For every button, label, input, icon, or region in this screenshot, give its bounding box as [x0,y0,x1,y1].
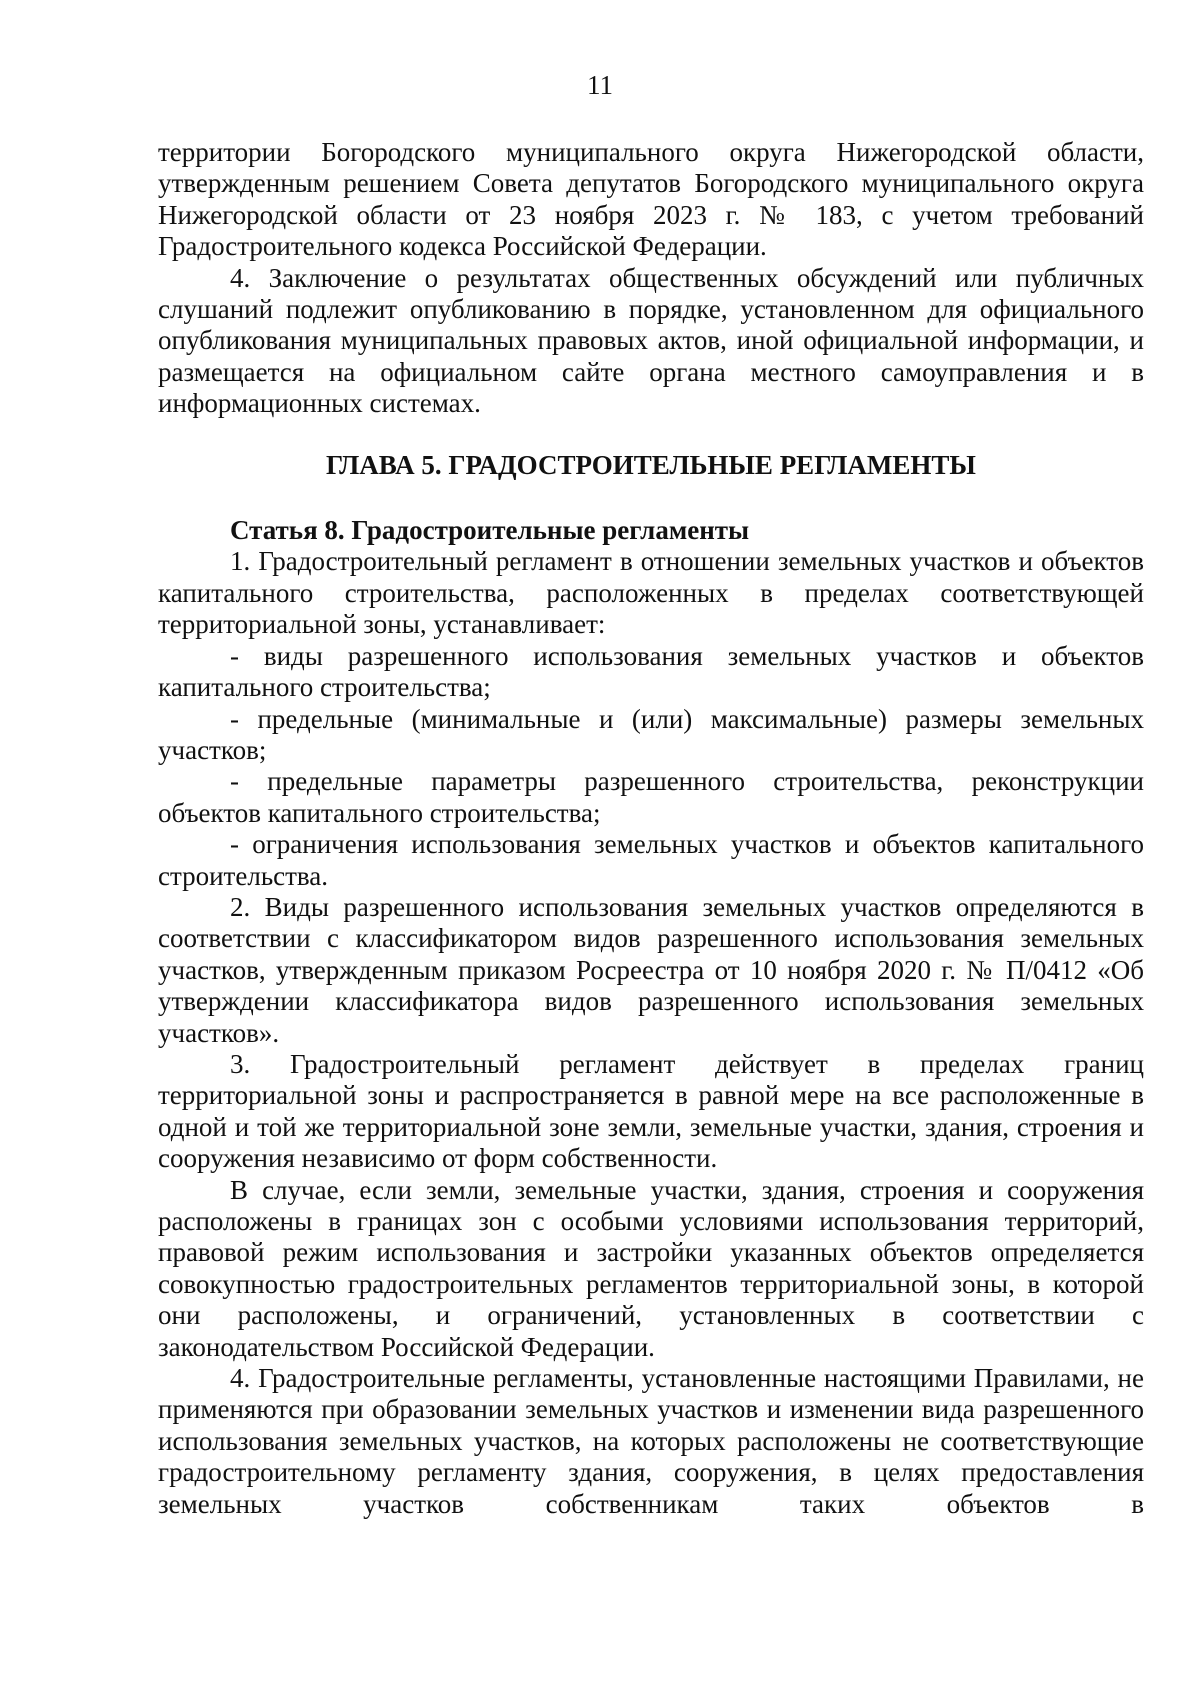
page-content [158,137,1144,1520]
intro-paragraph: территории Богородского муниципального округа Нижегородской области, утвержденным решением Совета депутатов Богородского муниципального округа Нижегородской области от 23 ноября 2023 г. № 183, с учетом требований Градостроительного кодекса Российской Федерации. [158,137,1144,262]
article-paragraph-3: 3. Градостроительный регламент действует в пределах границ территориальной зоны и распространяется в равной мере на все расположенные в одной и той же территориальной зоне земли, земельные участки, здания, строения и сооружения независимо от форм собственности. [158,1048,1144,1174]
list-item: - предельные параметры разрешенного строительства, реконструкции объектов капитального строительства; [158,766,1144,828]
paragraph-4-conclusion: 4. Заключение о результатах общественных обсуждений или публичных слушаний подлежит опубликованию в порядке, установленном для официального опубликования муниципальных правовых актов, иной официальной информации, и размещается на официальном сайте органа местного самоуправления и в информационных системах. [158,262,1144,419]
list-item: - виды разрешенного использования земельных участков и объектов капитального строительства; [158,640,1144,703]
page-number: 11 [587,70,613,100]
article-paragraph-4: 4. Градостроительные регламенты, установленные настоящими Правилами, не применяются при образовании земельных участков и изменении вида разрешенного использования земельных участков, на которых расположены не соответствующие градостроительному регламенту здания, сооружения, в целях предоставления земельных участков собственникам таких объектов в [158,1363,1144,1519]
article-paragraph-2: 2. Виды разрешенного использования земельных участков определяются в соответствии с классификатором видов разрешенного использования земельных участков, утвержденным приказом Росреестра от 10 ноября 2020 г. № П/0412 «Об утверждении классификатора видов разрешенного использования земельных участков». [158,891,1144,1048]
article-paragraph-3-continued: В случае, если земли, земельные участки, здания, строения и сооружения расположены в границах зон с особыми условиями использования территорий, правовой режим использования и застройки указанных объектов определяется совокупностью градостроительных регламентов территориальной зоны, в которой они расположены, и ограничений, установленных в соответствии с законодательством Российской Федерации. [158,1174,1144,1362]
list-item: - ограничения использования земельных участков и объектов капитального строительства. [158,829,1144,891]
chapter-title: ГЛАВА 5. ГРАДОСТРОИТЕЛЬНЫЕ РЕГЛАМЕНТЫ [326,449,976,480]
list-item: - предельные (минимальные и (или) максимальные) размеры земельных участков; [158,703,1144,765]
article-paragraph-1: 1. Градостроительный регламент в отношении земельных участков и объектов капитального строительства, расположенных в пределах соответствующей территориальной зоны, устанавливает: [158,546,1144,640]
article-title: Статья 8. Градостроительные регламенты [230,515,750,546]
